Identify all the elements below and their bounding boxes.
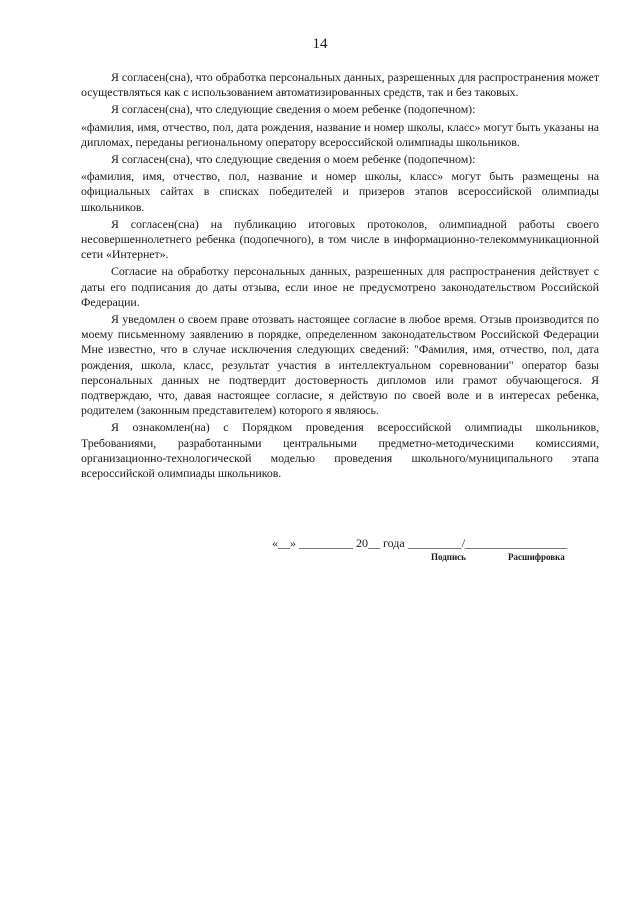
paragraph-automation-consent: Я согласен(сна), что обработка персональных данных, разрешенных для распространения может осуществляться как с использованием автоматизированных средств, так и без таковых. xyxy=(81,70,599,100)
paragraph-child-info-intro-2: Я согласен(сна), что следующие сведения о моем ребенке (подопечном): xyxy=(111,152,476,167)
page-number: 14 xyxy=(312,36,328,52)
signature-caption: Подпись xyxy=(431,552,466,562)
paragraph-withdrawal-right: Я уведомлен о своем праве отозвать настоящее согласие в любое время. Отзыв производится по моему письменному заявлению в порядке, определенном законодательством Российской Федерации Мне известно, что в случае исключения следующих сведений: "Фамилия, имя, отчество, пол, дата рождения, школа, класс, результат участия в интеллектуальном соревновании" оператор базы персональных данных не подтвердит достоверность дипломов или грамот обучающегося. Я подтверждаю, что, давая настоящее согласие, я действую по своей воле и в интересах ребенка, родителем (законным представителем) которого я являюсь. xyxy=(81,312,599,418)
paragraph-child-info-intro-1: Я согласен(сна), что следующие сведения о моем ребенке (подопечном): xyxy=(111,102,476,117)
signature-date-line: «__» _________ 20__ года _________/_________________ xyxy=(272,536,568,550)
paragraph-website-info: «фамилия, имя, отчество, пол, название и номер школы, класс» могут быть размещены на официальных сайтах в списках победителей и призеров этапов всероссийской олимпиады школьников. xyxy=(81,169,599,214)
paragraph-publication-consent: Я согласен(сна) на публикацию итоговых протоколов, олимпиадной работы своего несовершеннолетнего ребенка (подопечного), в том числе в информационно-телекоммуникационной сети «Интернет». xyxy=(81,216,599,262)
paragraph-diploma-info: «фамилия, имя, отчество, пол, дата рождения, название и номер школы, класс» могут быть указаны на дипломах, переданы региональному оператору всероссийской олимпиады школьников. xyxy=(81,119,599,149)
decoding-caption: Расшифровка xyxy=(508,552,565,562)
paragraph-acknowledgement: Я ознакомлен(на) с Порядком проведения всероссийской олимпиады школьников, Требованиями, разработанными центральными предметно-методическими комиссиями, организационно-технологической моделью проведения школьного/муниципального этапа всероссийской олимпиады школьников. xyxy=(81,420,599,481)
paragraph-consent-validity: Согласие на обработку персональных данных, разрешенных для распространения действует с даты его подписания до даты отзыва, если иное не предусмотрено законодательством Российской Федерации. xyxy=(81,264,599,309)
document-body xyxy=(81,70,599,483)
